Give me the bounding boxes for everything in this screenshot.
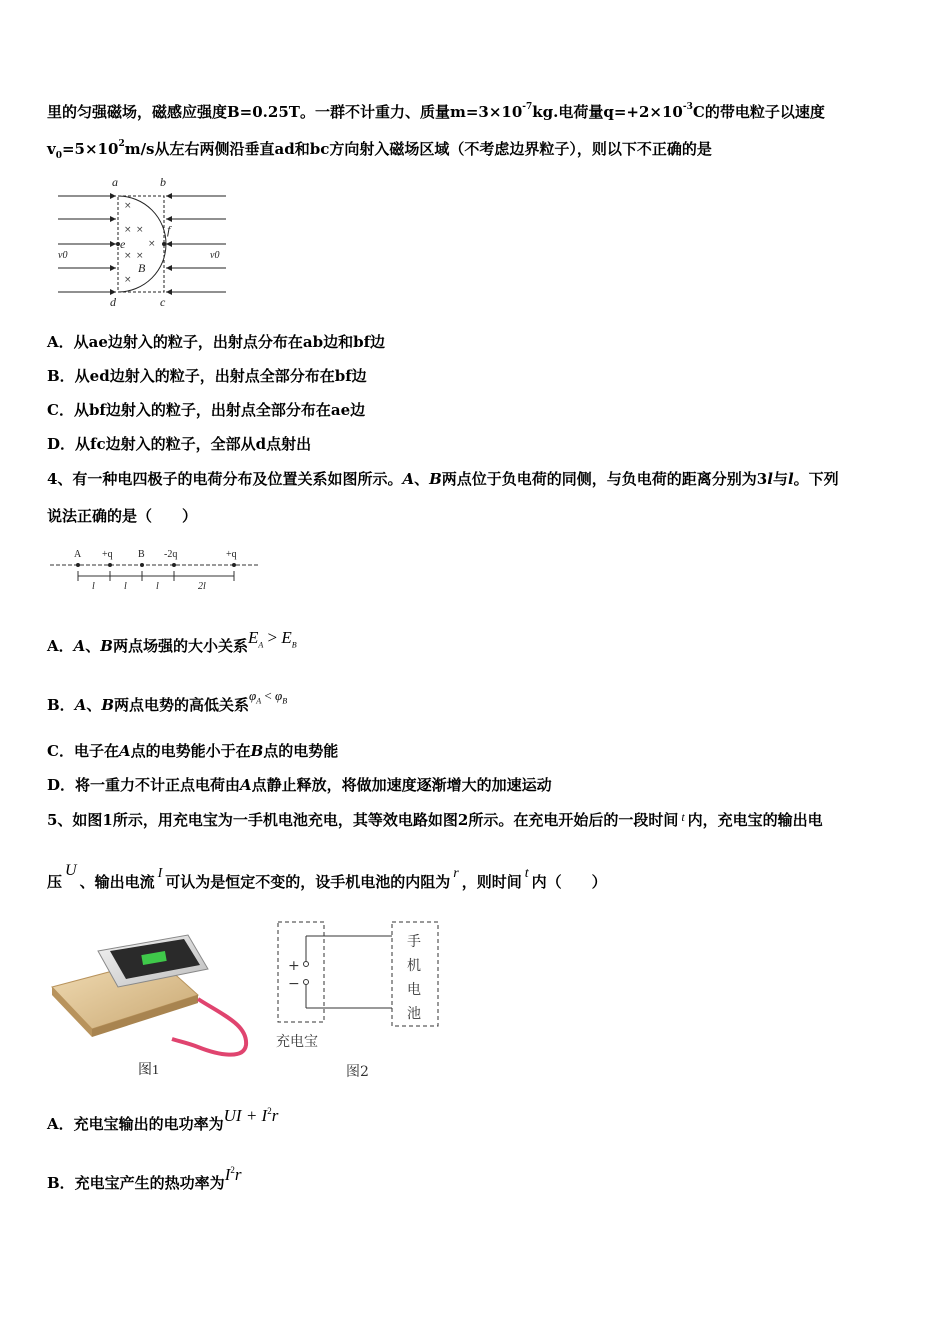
q5-optb-formula: $I^2r$ [224,1165,242,1184]
phone-char-1: 手 [407,934,421,950]
q3-line1-end: C的带电粒子以速度 [692,103,825,121]
q5-opta-text: A．充电宝输出的电功率为 [47,1115,224,1133]
q4-opta-formula: $E_A > E_B$ [248,628,297,650]
q5-stem-line2 [47,862,607,894]
label-plus-q2: +q [226,549,237,560]
cross-mark: × [124,201,132,211]
q5-figure2-circuit [272,918,444,1083]
q5-option-a[interactable] [47,1106,279,1134]
q4-optc-B: B [250,742,264,760]
cross-mark: × [124,225,132,235]
q4-opta-sep: 、 [85,637,101,655]
q5-optb-text: B．充电宝产生的热功率为 [47,1174,225,1192]
q4-stem-l1: l [767,470,773,488]
q4-option-c[interactable] [47,741,338,761]
phone-char-3: 电 [407,982,421,998]
q4-optb-formula: $\varphi_A < \varphi_B$ [249,688,288,706]
q3-exp1: -7 [522,102,533,112]
q4-optd-A: A [240,776,252,794]
q3-line2-b: m/s从左右两侧沿垂直ad和bc方向射入磁场区域（不考虑边界粒子），则以下不正确的是 [124,140,712,158]
q3-stem-line1 [47,102,825,122]
cross-mark: × [136,251,144,261]
q5-stem2-d: ，则时间 [461,873,522,891]
phone-char-4: 池 [407,1006,421,1022]
q4-stem-b: 、 [414,470,430,488]
q4-stem-line1 [47,469,839,489]
q5-stem2-U: U [65,862,77,879]
q4-stem-A: A [402,470,415,488]
cross-mark: × [124,275,132,285]
q4-optc-a: C．电子在 [47,742,119,760]
q4-stem-e: 。下列 [793,470,839,488]
label-e: e [120,237,126,251]
q4-stem-d: 与 [772,470,788,488]
q4-opta-A: A [73,637,86,655]
minus-terminal: − [288,976,300,992]
q5-stem2-r: r [453,866,459,881]
q4-option-b[interactable] [47,688,288,722]
dist-4: 2l [198,581,206,591]
label-a: a [112,175,118,189]
dist-2: l [124,581,127,591]
q5-stem2-I: I [157,866,163,881]
q4-opta-prefix: A． [47,637,74,655]
q3-exp2: -3 [682,102,693,112]
q5-figure1-powerbank [48,925,258,1080]
q4-opta-B: B [100,637,113,655]
q5-stem2-a: 压 [47,873,63,891]
label-f: f [167,223,171,237]
plus-terminal: + [288,958,300,974]
q4-option-a[interactable] [47,628,297,663]
label-c: c [160,295,166,309]
label-B: B [138,261,146,275]
powerbank-label: 充电宝 [276,1034,318,1050]
label-v0-right: v0 [210,250,220,261]
q4-optb-prefix: B． [47,696,75,714]
q3-line2-exp: 2 [118,139,125,149]
q3-line1-text: 里的匀强磁场，磁感应强度B=0.25T。一群不计重力、质量m=3×10 [47,103,523,121]
q5-stem2-c: 可认为是恒定不变的，设手机电池的内阻为 [165,873,451,891]
q5-stem-line1 [47,810,823,831]
q4-optb-sep: 、 [86,696,102,714]
q4-optb-B: B [101,696,115,714]
q4-stem-l2: l [787,470,794,488]
dist-3: l [156,581,159,591]
q5-stem2-t: t [524,866,529,881]
q3-option-b[interactable]: B．从ed边射入的粒子，出射点全部分布在bf边 [47,367,367,385]
q3-line2-a: =5×10 [61,140,119,158]
label-v0-left: v0 [58,250,68,261]
q3-option-c[interactable]: C．从bf边射入的粒子，出射点全部分布在ae边 [47,401,366,419]
cross-mark: × [124,251,132,261]
q4-stem-B: B [429,470,442,488]
fig2-caption: 图2 [346,1064,369,1080]
q4-optb-text: 两点电势的高低关系 [114,696,250,714]
q5-stem2-e: 内（ ） [531,873,607,891]
q4-optc-c: 点的电势能 [263,742,339,760]
label-b: b [160,175,166,189]
q5-stem1: 5、如图1所示，用充电宝为一手机电池充电，其等效电路如图2所示。在充电开始后的一段时间 [47,811,679,829]
dist-1: l [92,581,95,591]
q3-option-a[interactable]: A．从ae边射入的粒子，出射点分布在ab边和bf边 [47,333,386,351]
q4-opta-text: 两点场强的大小关系 [112,637,248,655]
q5-stem1-end: 内，充电宝的输出电 [687,811,823,829]
cross-mark: × [136,225,144,235]
q4-optc-b: 点的电势能小于在 [130,742,251,760]
q4-stem-line2: 说法正确的是（ ） [47,507,198,525]
q3-stem-line2 [47,139,712,166]
q3-magnetic-field-figure [50,172,235,310]
q3-v-sub: 0 [55,151,62,161]
q3-line1-mid: kg.电荷量q=+2×10 [532,103,683,121]
label-plus-q1: +q [102,549,113,560]
q4-optd-a: D．将一重力不计正点电荷由 [47,776,241,794]
q3-v: v [47,140,56,158]
q5-stem1-t: t [681,810,685,824]
q4-optc-A: A [118,742,131,760]
cross-mark: × [148,239,156,249]
q4-stem-c: 两点位于负电荷的同侧，与负电荷的距离分别为3 [441,470,768,488]
q3-option-d[interactable]: D．从fc边射入的粒子，全部从d点射出 [47,435,312,453]
label-minus-2q: -2q [164,549,178,560]
q5-opta-formula: UI + $I^2r$ [223,1106,279,1125]
q4-option-d[interactable] [47,775,552,795]
q4-optd-b: 点静止释放，将做加速度逐渐增大的加速运动 [251,776,552,794]
label-A: A [74,549,82,560]
phone-char-2: 机 [407,958,421,974]
q5-stem2-b: 、输出电流 [79,873,155,891]
q5-option-b[interactable] [47,1165,242,1193]
label-B: B [138,549,145,560]
label-d: d [110,295,116,309]
powerbank-box [278,922,324,1022]
q4-optb-A: A [74,696,87,714]
q4-quadrupole-figure [48,543,263,591]
fig1-caption: 图1 [138,1063,159,1078]
q4-stem-a: 4、有一种电四极子的电荷分布及位置关系如图所示。 [47,470,403,488]
